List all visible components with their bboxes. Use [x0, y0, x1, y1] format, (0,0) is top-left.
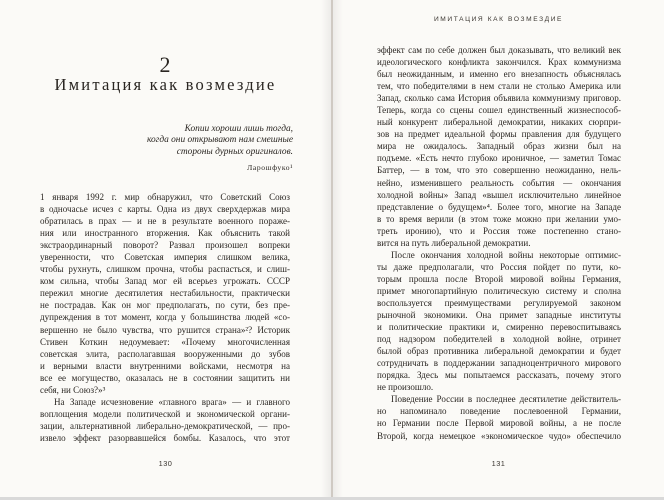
text-line: в то время верили (в этом тоже можно при желании умо- — [377, 213, 621, 224]
text-line: пережил многие десятилетия нестабильности, практически — [40, 288, 290, 299]
text-line: ный конкурент либеральной демократии, никаких сюрпри- — [377, 117, 621, 128]
text-line: Запад, сколько сама История объявила коммунизму приговор. — [377, 93, 621, 104]
text-line: и верными власти внутренними войсками, несмотря на — [40, 360, 290, 371]
text-line: торым прошла после Второй мировой войны Германия, — [377, 273, 621, 284]
epigraph-line: когда они открывают нам смешные — [146, 135, 293, 146]
text-line: вершенно не было чувства, что рушится страна»²? Историк — [40, 324, 290, 335]
text-line: был неожиданным, и именно его внезапность объяснялась — [377, 69, 621, 80]
text-line: зов на предмет идеальной формы правления для будущего — [377, 129, 621, 140]
epigraph-line: стороны дурных оригиналов. — [176, 146, 293, 157]
text-line: не произошло. — [377, 382, 434, 393]
text-line: Теперь, когда со сцены сошел единственный жизнеспособ- — [377, 105, 621, 116]
text-line: себя, ни Союз?»³ — [40, 384, 106, 395]
page-fold-shadow — [333, 0, 343, 497]
text-line: ты даже предполагали, что Россия пойдет по пути, ко- — [377, 261, 621, 272]
text-line: Второй, когда немецкое «экономическое чудо» обеспечило — [377, 430, 621, 441]
text-line: экстраординарный поворот? Развал произошел вопреки — [40, 240, 290, 251]
text-line: и политические практики и, смиренно перевоспитываясь — [377, 322, 621, 333]
text-line: но Германии после Первой мировой войны, а не после — [377, 418, 621, 429]
body-text — [377, 44, 621, 442]
text-line: но напоминало поведение послевоенной Германии, — [377, 406, 621, 417]
text-line: Баттер, — в том, что это совершенно неожиданно, нель- — [377, 165, 621, 176]
right-page — [333, 0, 664, 497]
epigraph — [103, 124, 293, 158]
epigraph-attribution: Ларошфуко¹ — [247, 163, 293, 172]
text-line: рыночной экономики. Она примет западные институты — [377, 310, 621, 321]
text-line: зации, альтернативной либерально-демократической, — про- — [40, 420, 290, 431]
running-head: ИМИТАЦИЯ КАК ВОЗМЕЗДИЕ — [433, 16, 564, 23]
text-line: советская элита, располагавшая вооруженными до зубов — [40, 348, 290, 359]
text-line: уверенности, что Советская империя слишком велика, — [40, 252, 290, 263]
text-line: идеологического конфликта закончился. Крах коммунизма — [377, 57, 621, 68]
text-line: холодной войны» Запад «вышел исключительно линейное — [377, 189, 621, 200]
text-line: подъеме. «Есть нечто глубоко ироничное, — заметил Томас — [377, 153, 621, 164]
text-line: не пострадав. Как он мог предполагать, по сути, без пре- — [40, 300, 290, 311]
text-line: После окончания холодной войны некоторые оптимис- — [391, 249, 621, 260]
text-line: извело эффект разорвавшейся бомбы. Казалось, что этот — [40, 432, 290, 443]
page-number: 131 — [491, 459, 506, 468]
text-line: нейно, изменившего реальность события — окончания — [377, 177, 621, 188]
text-line: ния или иностранного вторжения. Как объяснить такой — [40, 228, 290, 239]
text-line: под надзором победителей в холодной войне, отринет — [377, 334, 621, 345]
text-line: тем, что победителями в нем стали не столько Америка или — [377, 81, 621, 92]
text-line: воплощения модели политической и экономической органи- — [40, 408, 290, 419]
text-line: На Западе исчезновение «главного врага» — и главного — [54, 396, 290, 407]
text-line: треть иронию), что и Россия тоже постепенно стано- — [377, 225, 621, 236]
text-line: воспользуется преимуществами регулируемой законом — [377, 297, 621, 308]
text-line: в одночасье исчез с карты. Одна из двух сверхдержав мира — [40, 204, 290, 215]
text-line: дупреждения в тот момент, когда у большинства людей «со- — [40, 312, 290, 323]
left-page — [0, 0, 331, 497]
epigraph-line: Копии хороши лишь тогда, — [184, 124, 293, 134]
text-line: эффект сам по себе должен был доказывать, что великий век — [377, 45, 621, 55]
chapter-number: 2 — [159, 52, 172, 77]
text-line: примет многопартийную политическую систему и сполна — [377, 285, 621, 296]
page-number: 130 — [158, 459, 173, 468]
text-line: порядка. Здесь мы попытаемся рассказать, почему этого — [377, 370, 621, 381]
text-line: сотрудничать в поддержании западноцентричного мирового — [377, 358, 621, 369]
text-line: все ее могущество, оказалась не в состоянии защитить ни — [40, 372, 290, 383]
chapter-title: Имитация как возмездие — [54, 75, 277, 94]
text-line: обратилась в прах — и не в результате военного пораже- — [40, 216, 290, 227]
text-line: 1 января 1992 г. мир обнаружил, что Советский Союз — [40, 192, 290, 202]
text-line: мира не ожидалось. Западный образ жизни был на — [377, 141, 621, 152]
text-line: вится на путь либеральной демократии. — [377, 237, 531, 248]
text-line: чтобы рухнуть, слишком прочна, чтобы распасться, и слиш- — [40, 264, 290, 275]
text-line: Поведение России в последнее десятилетие действитель- — [391, 394, 621, 405]
text-line: ком сильна, чтобы Запад мог ей всерьез угрожать. СССР — [40, 276, 290, 287]
text-line: былой образ противника либеральной демократии и будет — [377, 346, 621, 357]
body-text — [40, 191, 290, 444]
text-line: представление о будущем»⁴. Более того, многие на Западе — [377, 201, 621, 212]
text-line: Стивен Коткин недоумевает: «Почему многочисленная — [40, 336, 290, 347]
